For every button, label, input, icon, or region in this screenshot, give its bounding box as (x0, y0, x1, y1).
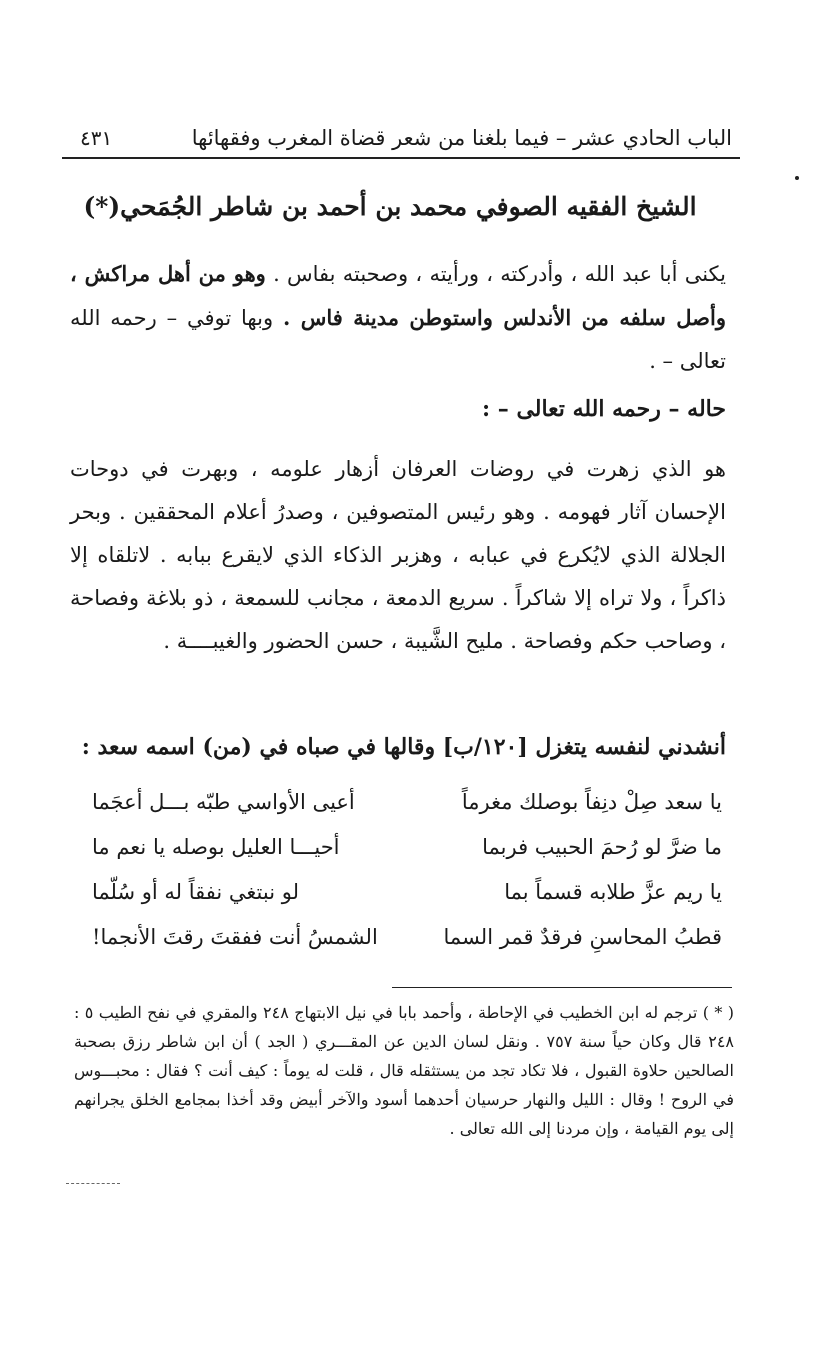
hal-paragraph: هو الذي زهرت في روضات العرفان أزهار علومه ، وبهرت في دوحات الإحسان آثار فهومه . وهو رئيس المتصوفين ، وصدرُ أعلام المحققين . وبحر الجلالة الذي لايُكرع في عبابه ، وهزبر الذكاء الذي لايقرع ببابه . لاتلقاه إلا ذاكراً ، ولا تراه إلا شاكراً . سريع الدمعة ، مجانب للسمعة ، ذو بلاغة وفصاحة ، وصاحب حكم وفصاحة . مليح الشَّيبة ، حسن الحضور والغيبــــة . (70, 457, 726, 653)
footnote-rule (392, 987, 732, 988)
second-hemistich: أعيى الأواسي طبّه بـــل أعجَما (92, 790, 355, 814)
verse-line (92, 825, 722, 870)
verse-line (92, 870, 722, 915)
second-hemistich: أحيـــا العليل بوصله يا نعم ما (92, 835, 340, 859)
running-header (62, 110, 732, 150)
running-title: الباب الحادي عشر – فيما بلغنا من شعر قضاة المغرب وفقهائها (191, 126, 732, 150)
intro-paragraph (70, 252, 726, 383)
poem (92, 780, 722, 960)
header-rule (62, 157, 740, 159)
biography-title: الشيخ الفقيه الصوفي محمد بن أحمد بن شاطر الجُمَحي(*) (83, 192, 697, 221)
page-number: ٤٣١ (80, 126, 113, 150)
verse-line (92, 915, 722, 960)
intro-part3: وبها توفي – رحمه الله تعالى – . (70, 306, 726, 373)
verse-line (92, 780, 722, 825)
first-hemistich: قطبُ المحاسنِ فرقدٌ قمر السما (443, 925, 722, 949)
intro-part1: يكنى أبا عبد الله ، وأدركته ، ورأيته ، وصحبته بفاس . (273, 262, 726, 286)
first-hemistich: ما ضرَّ لو رُحمَ الحبيب فربما (482, 835, 722, 859)
ink-dot (795, 176, 799, 180)
hal-heading: حاله – رحمه الله تعالى – : (482, 396, 726, 422)
footnote: ( * ) ترجم له ابن الخطيب في الإحاطة ، وأحمد بابا في نيل الابتهاج ٢٤٨ والمقري في نفح الطيب ٥ : ٢٤٨ قال وكان حياً سنة ٧٥٧ . ونقل لسان الدين عن المقـــري ( الجد ) أن ابن شاطر رزق بصحبة الصالحين حلاوة القبول ، فلا تكاد تجد من يستثقله قال ، قلت له يوماً : كيف أنت ؟ فقال : محبـــوس في الروح ! وقال : الليل والنهار حرسيان أحدهما أسود والآخر أبيض وقد أخذا بمجامع الخلق يجرانهم إلى يوم القيامة ، وإن مردنا إلى الله تعالى . (74, 1003, 735, 1138)
intro-part2: وهو من أهل مراكش ، وأصل سلفه من الأندلس واستوطن مدينة فاس . (70, 261, 726, 330)
page-end-mark (66, 1183, 120, 1184)
second-hemistich: الشمسُ أنت ففقتَ رقتَ الأنجما! (92, 925, 378, 949)
first-hemistich: يا سعد صِلْ دنِفاً بوصلك مغرماً (461, 790, 722, 814)
verse-introduction: أنشدني لنفسه يتغزل [١٢٠/ب] وقالها في صباه في (من) اسمه سعد : (81, 734, 726, 760)
first-hemistich: يا ريم عزَّ طلابه قسماً بما (504, 880, 722, 904)
second-hemistich: لو نبتغي نفقاً له أو سُلّما (92, 880, 299, 904)
